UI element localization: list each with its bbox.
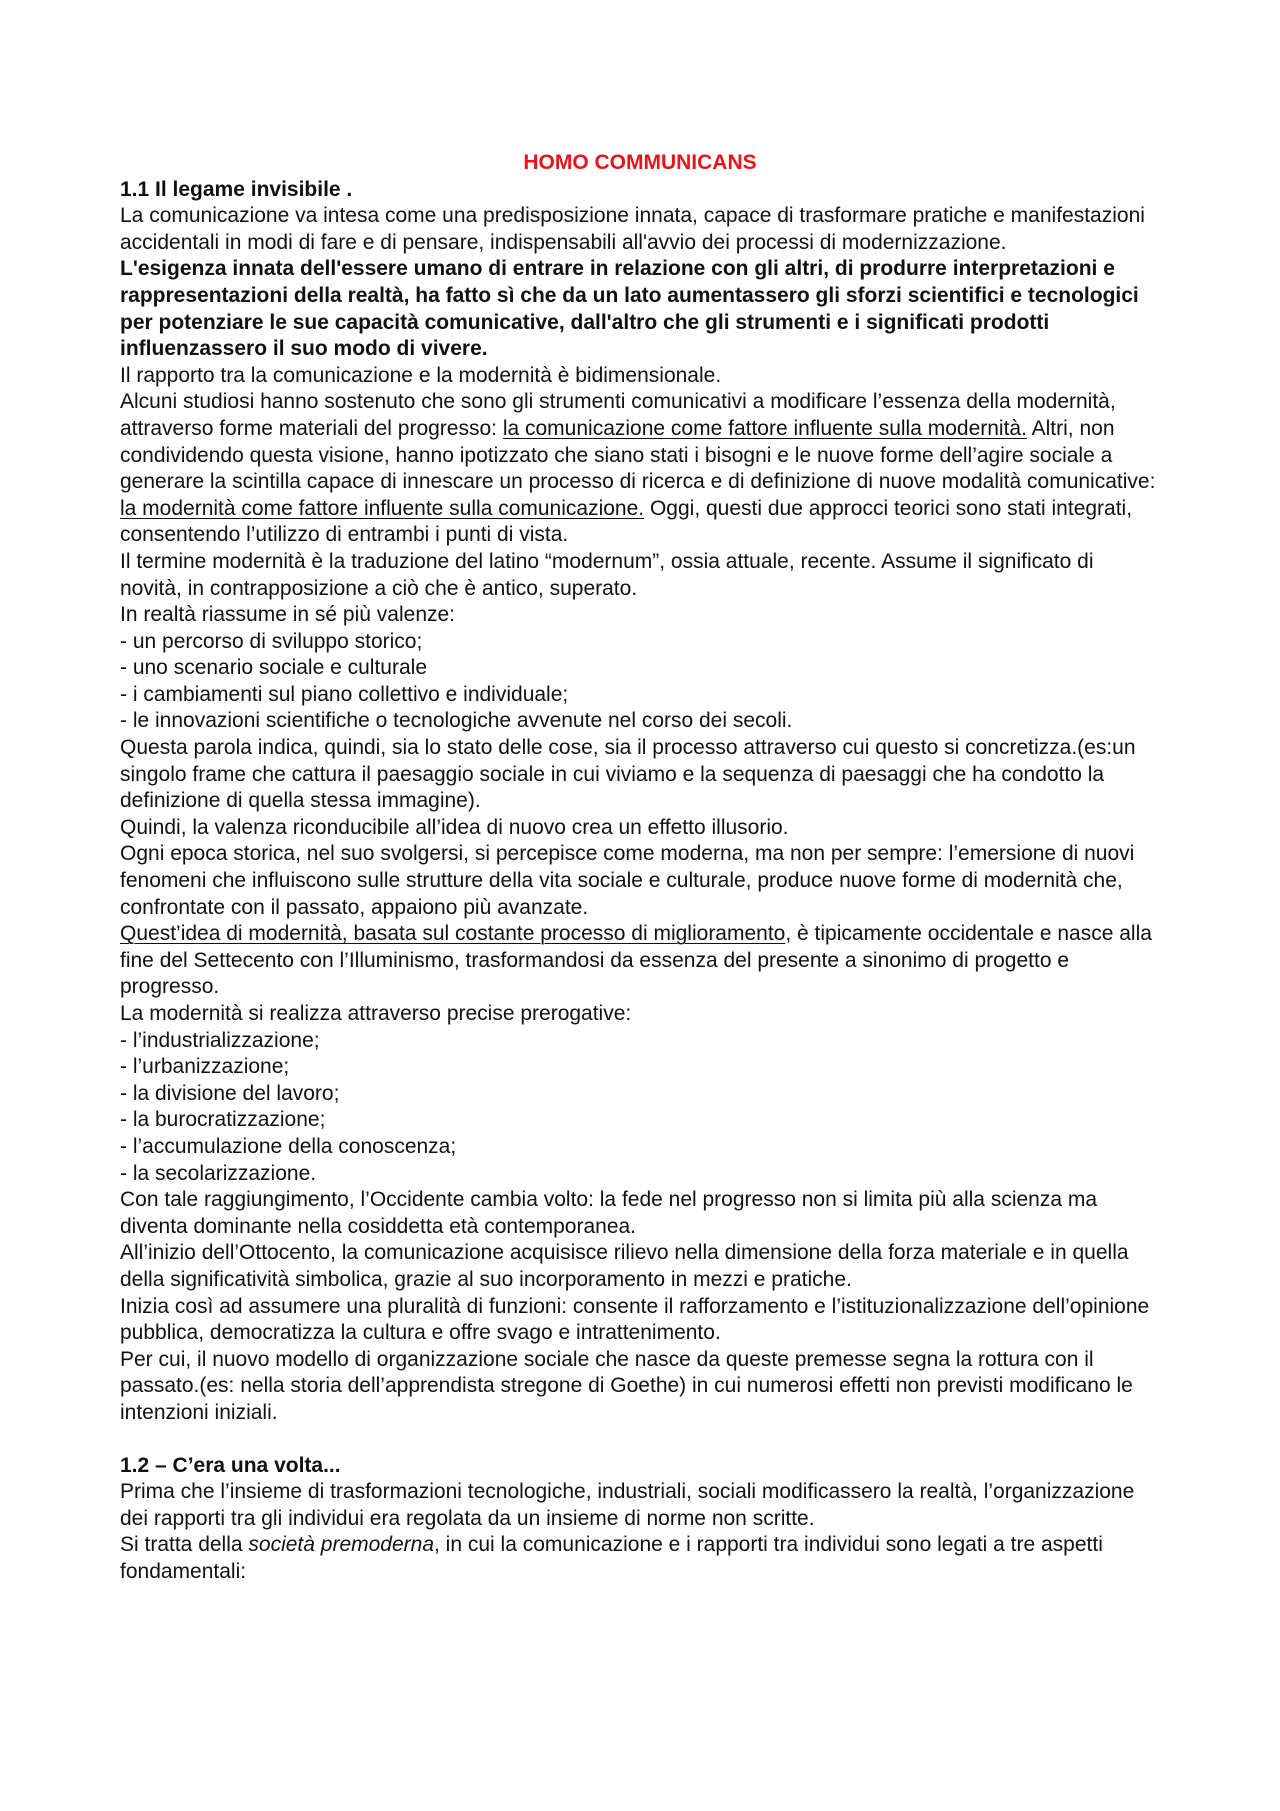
text-run: Si tratta della	[120, 1533, 249, 1557]
paragraph	[120, 389, 1160, 549]
list-item: - un percorso di sviluppo storico;	[120, 629, 423, 653]
paragraph: Con tale raggiungimento, l’Occidente cambia volto: la fede nel progresso non si limita più alla scienza ma diventa dominante nella cosiddetta età contemporanea.	[120, 1188, 1098, 1238]
paragraph: All’inizio dell’Ottocento, la comunicazione acquisisce rilievo nella dimensione della forza materiale e in quella della significatività simbolica, grazie al suo incorporamento in mezzi e pratiche.	[120, 1241, 1129, 1291]
list-item: - la secolarizzazione.	[120, 1161, 317, 1185]
paragraph: In realtà riassume in sé più valenze:	[120, 603, 456, 627]
list-item: - l’industrializzazione;	[120, 1028, 320, 1052]
list-item: - i cambiamenti sul piano collettivo e individuale;	[120, 682, 569, 706]
list-item: - la divisione del lavoro;	[120, 1081, 340, 1105]
document-page	[120, 150, 1160, 1585]
section-heading-1-1: 1.1 Il legame invisibile .	[120, 177, 353, 201]
document-title: HOMO COMMUNICANS	[523, 151, 757, 174]
paragraph: Questa parola indica, quindi, sia lo stato delle cose, sia il processo attraverso cui questo si concretizza.(es:un singolo frame che cattura il paesaggio sociale in cui viviamo e la sequenza di paesaggi che ha condotto la definizione di quella stessa immagine).	[120, 736, 1136, 813]
paragraph: La comunicazione va intesa come una predisposizione innata, capace di trasformare pratiche e manifestazioni accidentali in modi di fare e di pensare, indispensabili all'avvio dei processi di modernizzazione.	[120, 204, 1145, 254]
underlined-text: Quest’idea di modernità, basata sul costante processo di miglioramento	[120, 922, 786, 946]
paragraph: Il rapporto tra la comunicazione e la modernità è bidimensionale.	[120, 363, 722, 387]
paragraph: Quindi, la valenza riconducibile all’idea di nuovo crea un effetto illusorio.	[120, 815, 789, 839]
text-run: , in cui la comunicazione e i rapporti tra individui sono legati a tre aspetti fondamentali:	[120, 1533, 1103, 1583]
paragraph	[120, 1532, 1160, 1585]
paragraph-spacer	[120, 1427, 1160, 1453]
underlined-text: la modernità come fattore influente sulla comunicazione.	[120, 496, 645, 520]
bold-paragraph: L'esigenza innata dell'essere umano di entrare in relazione con gli altri, di produrre interpretazioni e rappresentazioni della realtà, ha fatto sì che da un lato aumentassero gli sforzi scientifici e tecnologici per potenziare le sue capacità comunicative, dall'altro che gli strumenti e i significati prodotti influenzassero il suo modo di vivere.	[120, 257, 1139, 361]
list-item: - uno scenario sociale e culturale	[120, 656, 428, 680]
text-run: Alcuni studiosi hanno sostenuto che sono gli strumenti comunicativi a modificare l’essenza della modernità, attraverso forme materiali del progresso:	[120, 390, 1116, 440]
underlined-text: la comunicazione come fattore influente sulla modernità.	[502, 416, 1027, 440]
section-heading-1-2: 1.2 – C’era una volta...	[120, 1453, 341, 1477]
text-run: Altri, non condividendo questa visione, hanno ipotizzato che siano stati i bisogni e le nuove forme dell’agire sociale a generare la scintilla capace di innescare un processo di ricerca e di definizione di nuove modalità comunicative:	[120, 416, 1156, 494]
text-run: , è tipicamente occidentale e nasce alla fine del Settecento con l’Illuminismo, trasformandosi da essenza del presente a sinonimo di progetto e progresso.	[120, 922, 1152, 999]
text-run: Oggi, questi due approcci teorici sono stati integrati, consentendo l’utilizzo di entrambi i punti di vista.	[120, 496, 1133, 547]
list-item: - l’urbanizzazione;	[120, 1055, 290, 1079]
list-item: - la burocratizzazione;	[120, 1108, 326, 1132]
paragraph: La modernità si realizza attraverso precise prerogative:	[120, 1002, 632, 1025]
list-item: - le innovazioni scientifiche o tecnologiche avvenute nel corso dei secoli.	[120, 709, 793, 733]
paragraph: Per cui, il nuovo modello di organizzazione sociale che nasce da queste premesse segna la rottura con il passato.(es: nella storia dell’apprendista stregone di Goethe) in cui numerosi effetti non previsti modificano le intenzioni iniziali.	[120, 1347, 1133, 1424]
list-item: - l’accumulazione della conoscenza;	[120, 1134, 457, 1158]
paragraph: Inizia così ad assumere una pluralità di funzioni: consente il rafforzamento e l’istituzionalizzazione dell’opinione pubblica, democratizza la cultura e offre svago e intrattenimento.	[120, 1294, 1150, 1345]
paragraph: Prima che l’insieme di trasformazioni tecnologiche, industriali, sociali modificassero la realtà, l’organizzazione dei rapporti tra gli individui era regolata da un insieme di norme non scritte.	[120, 1480, 1135, 1530]
paragraph: Il termine modernità è la traduzione del latino “modernum”, ossia attuale, recente. Assume il significato di novità, in contrapposizione a ciò che è antico, superato.	[120, 549, 1094, 600]
italic-text: società premoderna	[248, 1533, 435, 1557]
paragraph: Ogni epoca storica, nel suo svolgersi, si percepisce come moderna, ma non per sempre: l’emersione di nuovi fenomeni che influiscono sulle strutture della vita sociale e culturale, produce nuove forme di modernità che, confrontate con il passato, appaiono più avanzate.	[120, 842, 1135, 919]
paragraph	[120, 921, 1160, 1001]
